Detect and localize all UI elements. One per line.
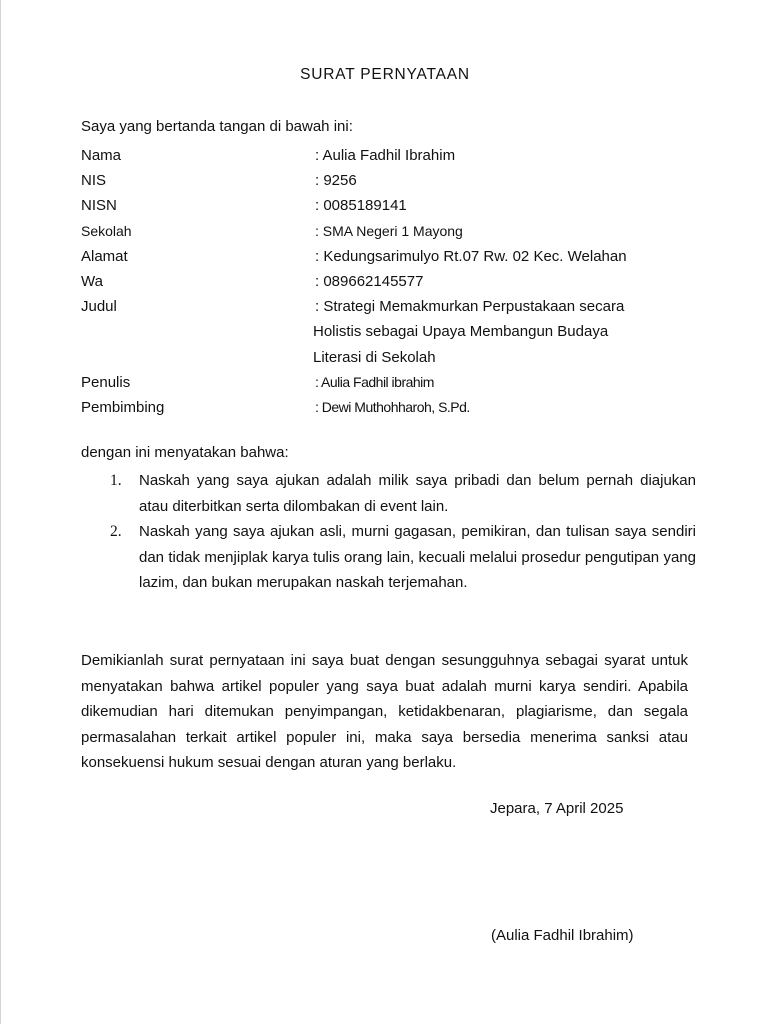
field-row-nama <box>81 143 701 168</box>
declaration-list <box>81 468 696 596</box>
field-row-nis <box>81 168 701 193</box>
field-row-pembimbing <box>81 395 701 420</box>
declaration-intro: dengan ini menyatakan bahwa: <box>81 444 289 461</box>
field-label-alamat: Alamat <box>81 247 128 265</box>
judul-continuation-1: Holistis sebagai Upaya Membangun Budaya <box>313 323 609 341</box>
field-value-nis: : 9256 <box>315 172 357 190</box>
intro-text: Saya yang bertanda tangan di bawah ini: <box>81 118 353 135</box>
field-row-wa <box>81 269 701 294</box>
signer-name: (Aulia Fadhil Ibrahim) <box>491 927 634 944</box>
judul-continuation-2: Literasi di Sekolah <box>313 348 436 366</box>
field-row-penulis <box>81 370 701 395</box>
document-title: SURAT PERNYATAAN <box>300 66 470 83</box>
list-item-text: Naskah yang saya ajukan adalah milik saya pribadi dan belum pernah diajukan atau diterbitkan serta dilombakan di event lain. <box>139 472 696 515</box>
list-item <box>81 468 696 519</box>
field-value-sekolah: : SMA Negeri 1 Mayong <box>315 222 463 239</box>
field-label-judul: Judul <box>81 298 117 316</box>
list-item-number: 1. <box>110 472 122 489</box>
field-value-penulis: : Aulia Fadhil ibrahim <box>315 373 434 390</box>
field-row-judul <box>81 294 701 319</box>
field-row-nisn <box>81 193 701 218</box>
list-item <box>81 519 696 596</box>
field-value-nisn: : 0085189141 <box>315 197 407 215</box>
place-date: Jepara, 7 April 2025 <box>490 800 624 817</box>
field-label-wa: Wa <box>81 273 103 291</box>
field-label-nama: Nama <box>81 147 122 164</box>
field-value-nama: : Aulia Fadhil Ibrahim <box>315 147 456 164</box>
field-value-wa: : 089662145577 <box>315 273 424 291</box>
closing-paragraph: Demikianlah surat pernyataan ini saya buat dengan sesungguhnya sebagai syarat untuk menyatakan bahwa artikel populer yang saya buat adalah murni karya sendiri. Apabila dikemudian hari ditemukan penyimpangan, ketidakbenaran, plagiarisme, dan segala permasalahan terkait artikel populer ini, maka saya bersedia menerima sanksi atau konsekuensi hukum sesuai dengan aturan yang berlaku. <box>81 652 688 772</box>
list-item-text: Naskah yang saya ajukan asli, murni gagasan, pemikiran, dan tulisan saya sendiri dan tidak menjiplak karya tulis orang lain, kecuali melalui prosedur pengutipan yang lazim, dan bukan merupakan naskah terjemahan. <box>139 523 696 591</box>
identity-fields <box>81 143 701 420</box>
list-item-number: 2. <box>110 523 122 540</box>
field-row-alamat <box>81 244 701 269</box>
field-label-sekolah: Sekolah <box>81 222 132 239</box>
field-row-sekolah <box>81 219 701 244</box>
field-label-penulis: Penulis <box>81 373 131 391</box>
field-label-nisn: NISN <box>81 197 117 215</box>
field-value-judul: : Strategi Memakmurkan Perpustakaan secara <box>315 298 625 316</box>
field-value-alamat: : Kedungsarimulyo Rt.07 Rw. 02 Kec. Welahan <box>315 247 627 265</box>
field-label-nis: NIS <box>81 172 107 190</box>
field-value-pembimbing: : Dewi Muthohharoh, S.Pd. <box>315 399 470 416</box>
field-label-pembimbing: Pembimbing <box>81 399 165 417</box>
